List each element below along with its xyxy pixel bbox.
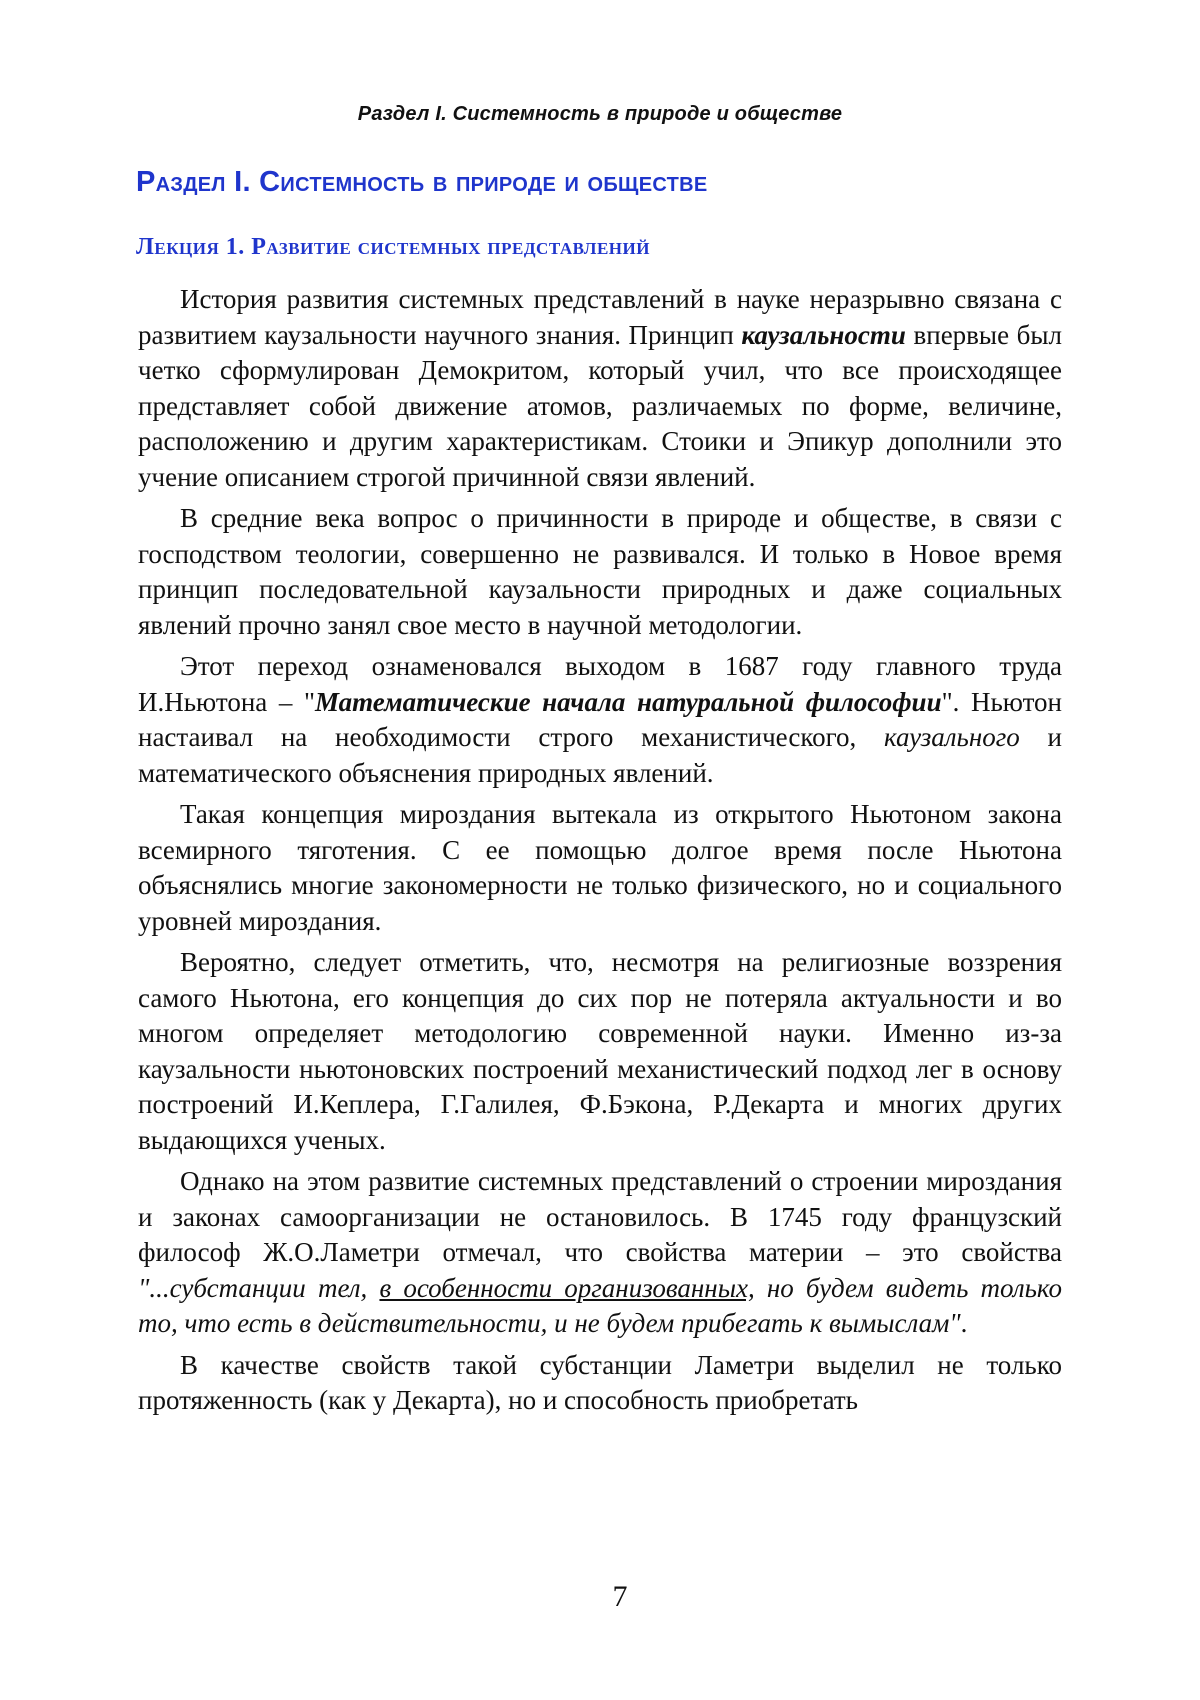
term-causal: каузального	[884, 722, 1020, 752]
paragraph-1-text-a: История развития системных представлений в науке неразрывно связана с развитием каузальности научного знания. Принцип	[138, 284, 1062, 350]
paragraph-6-text-e: .	[960, 1308, 968, 1338]
term-causality: каузальности	[741, 319, 906, 350]
paragraph-3-text-a: Этот переход ознаменовался выходом в 1687 году главного труда И.Ньютона – "	[138, 651, 1062, 717]
paragraph-5: Вероятно, следует отметить, что, несмотря на религиозные воззрения самого Ньютона, его концепция до сих пор не потеряла актуальности и во многом определяет методологию современной науки. Именно из-за каузальности ньютоновских построений механистический подход лег в основу построений И.Кеплера, Г.Галилея, Ф.Бэкона, Р.Декарта и многих других выдающихся ученых.	[138, 947, 1062, 1155]
lecture-title: Лекция 1. Развитие системных представлений	[136, 234, 650, 260]
paragraph-4: Такая концепция мироздания вытекала из открытого Ньютоном закона всемирного тяготения. С ее помощью долгое время после Ньютона объяснялись многие закономерности не только физического, но и социального уровней мироздания.	[138, 799, 1062, 936]
paragraph-1	[138, 282, 1062, 495]
book-title-newton: Математические начала натуральной философии	[315, 686, 942, 717]
paragraph-1-text-c: впервые был четко сформулирован Демокритом, который учил, что все происходящее представляет собой движение атомов, различаемых по форме, величине, расположению и другим характеристикам. Стоики и Эпикур дополнили это учение описанием строгой причинной связи явлений.	[138, 319, 1062, 492]
paragraph-6-text-a: Однако на этом развитие системных представлений о строении мироздания и законах самоорганизации не остановилось. В 1745 году французский философ Ж.О.Ламетри отмечал, что свойства материи – это свойства	[138, 1166, 1062, 1267]
quote-lamettrie-underlined: в особенности организованных,	[379, 1272, 755, 1303]
running-header: Раздел I. Системность в природе и обществе	[357, 103, 843, 125]
section-title: Раздел I. Системность в природе и обществе	[136, 166, 708, 198]
paragraph-6	[138, 1164, 1062, 1342]
paragraph-3-text-e: и математического объяснения природных явлений.	[138, 722, 1062, 788]
body-text	[138, 282, 1062, 1425]
quote-lamettrie-start: "...субстанции тел,	[138, 1272, 380, 1303]
paragraph-2: В средние века вопрос о причинности в природе и обществе, в связи с господством теологии, совершенно не развивался. И только в Новое время принцип последовательной каузальности природных и даже социальных явлений прочно занял свое место в научной методологии.	[138, 503, 1062, 640]
quote-lamettrie-end: но будем видеть только то, что есть в действительности, и не будем прибегать к вымыслам"	[138, 1272, 1062, 1338]
page-number: 7	[612, 1580, 628, 1613]
paragraph-3-text-c: ". Ньютон настаивал на необходимости строго механистического,	[138, 686, 1062, 752]
paragraph-7: В качестве свойств такой субстанции Ламетри выделил не только протяженность (как у Декарта), но и способность приобретать	[138, 1349, 1062, 1415]
paragraph-3	[138, 649, 1062, 791]
